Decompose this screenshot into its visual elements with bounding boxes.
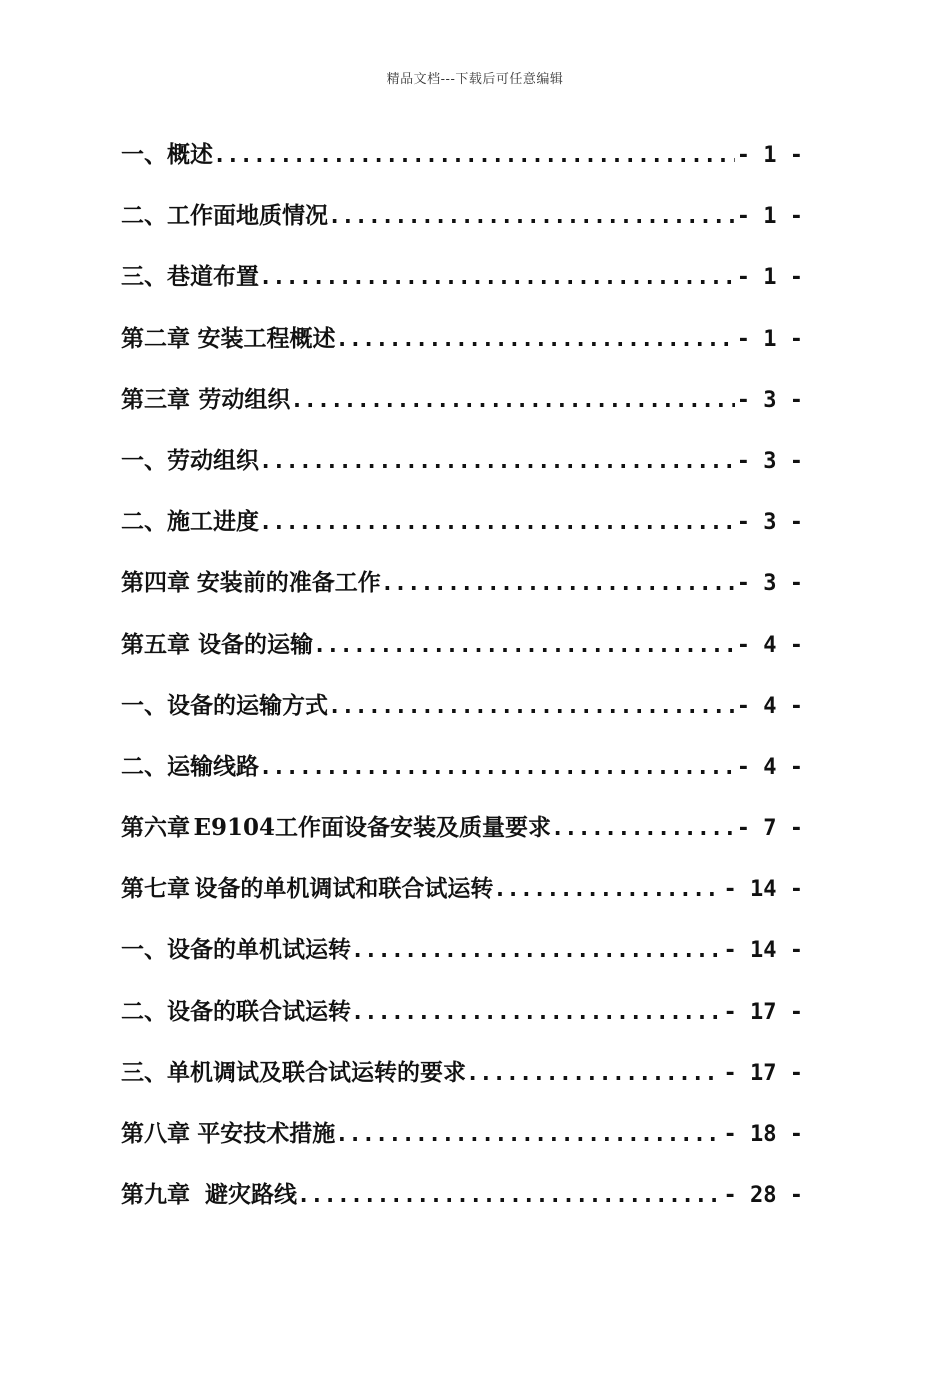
toc-leader-dots <box>351 938 722 963</box>
toc-entry-title: E9104工作面设备安装及质量要求 <box>193 814 552 842</box>
toc-entry[interactable] <box>121 503 803 564</box>
toc-entry-title: 二、工作面地质情况 <box>121 202 328 230</box>
toc-entry[interactable] <box>121 1176 803 1237</box>
toc-entry-page: - 1 - <box>736 326 803 352</box>
toc-entry[interactable] <box>121 442 803 503</box>
table-of-contents <box>121 136 803 1237</box>
toc-entry[interactable] <box>121 993 803 1054</box>
toc-entry[interactable] <box>121 381 803 442</box>
toc-entry-title: 一、概述 <box>121 141 213 168</box>
toc-leader-dots <box>328 694 735 719</box>
toc-entry[interactable] <box>121 748 803 809</box>
toc-entry-chapter: 第二章 <box>121 324 190 352</box>
toc-entry-chapter: 第六章 <box>121 814 190 842</box>
toc-entry-page: - 3 - <box>736 571 803 597</box>
toc-entry-page: - 3 - <box>736 387 803 413</box>
toc-entry-title: 安装工程概述 <box>197 324 336 352</box>
toc-entry-page: - 7 - <box>736 816 803 842</box>
toc-leader-dots <box>551 816 735 841</box>
toc-entry-page: - 1 - <box>736 143 803 168</box>
toc-leader-dots <box>493 877 721 902</box>
toc-entry[interactable] <box>121 197 803 258</box>
toc-leader-dots <box>328 204 735 229</box>
toc-leader-dots <box>336 327 735 352</box>
toc-entry-page: - 4 - <box>736 632 803 658</box>
toc-entry[interactable] <box>121 320 803 381</box>
toc-entry-page: - 3 - <box>736 510 803 536</box>
toc-entry[interactable] <box>121 136 803 197</box>
toc-leader-dots <box>466 1061 722 1086</box>
toc-entry-page: - 17 - <box>723 1060 803 1086</box>
toc-leader-dots <box>351 1000 722 1025</box>
toc-entry-title: 一、设备的运输方式 <box>121 691 328 719</box>
toc-leader-dots <box>290 388 734 413</box>
toc-leader-dots <box>213 143 735 168</box>
toc-entry[interactable] <box>121 931 803 992</box>
toc-entry-title: 一、劳动组织 <box>121 446 259 474</box>
toc-entry-page: - 3 - <box>736 448 803 474</box>
toc-entry-page: - 28 - <box>723 1183 803 1209</box>
toc-entry-title: 安装前的准备工作 <box>196 569 381 597</box>
toc-entry-chapter: 第四章 <box>121 569 190 597</box>
toc-entry-page: - 1 - <box>736 265 803 291</box>
toc-entry-chapter: 第五章 <box>121 630 190 658</box>
toc-entry[interactable] <box>121 870 803 931</box>
toc-entry-page: - 1 - <box>736 204 803 230</box>
toc-entry-page: - 18 - <box>723 1122 803 1147</box>
toc-entry[interactable] <box>121 687 803 748</box>
toc-leader-dots <box>259 755 735 780</box>
toc-entry-page: - 14 - <box>723 877 803 903</box>
toc-entry-title: 平安技术措施 <box>197 1120 336 1147</box>
toc-leader-dots <box>259 449 735 474</box>
toc-entry[interactable] <box>121 1054 803 1115</box>
toc-entry-page: - 4 - <box>736 754 803 780</box>
toc-entry-title: 避灾路线 <box>204 1181 297 1209</box>
toc-leader-dots <box>259 265 735 290</box>
toc-entry-page: - 17 - <box>723 999 803 1025</box>
toc-entry[interactable] <box>121 1115 803 1176</box>
toc-entry[interactable] <box>121 564 803 625</box>
toc-entry-chapter: 第九章 <box>121 1181 190 1209</box>
page-header: 精品文档---下载后可任意编辑 <box>386 72 564 87</box>
toc-leader-dots <box>335 1122 721 1147</box>
toc-entry-title: 二、设备的联合试运转 <box>121 997 351 1025</box>
toc-leader-dots <box>313 633 735 658</box>
toc-entry-title: 二、施工进度 <box>121 508 259 536</box>
toc-entry-title: 一、设备的单机试运转 <box>121 936 351 964</box>
toc-entry-title: 二、运输线路 <box>121 752 259 780</box>
toc-entry-title: 设备的运输 <box>197 630 313 658</box>
toc-entry-page: - 14 - <box>723 938 803 964</box>
toc-entry-chapter: 第八章 <box>121 1120 190 1147</box>
toc-entry-chapter: 第三章 <box>121 385 190 413</box>
toc-entry-title: 劳动组织 <box>198 385 291 413</box>
toc-leader-dots <box>297 1183 722 1208</box>
toc-leader-dots <box>381 571 735 596</box>
toc-entry-title: 三、巷道布置 <box>121 263 259 291</box>
toc-leader-dots <box>259 510 735 535</box>
toc-entry-title: 三、单机调试及联合试运转的要求 <box>121 1058 466 1086</box>
toc-entry[interactable] <box>121 809 803 870</box>
toc-entry[interactable] <box>121 626 803 687</box>
toc-entry-page: - 4 - <box>736 693 803 719</box>
toc-entry-chapter: 第七章 <box>121 875 190 903</box>
toc-entry[interactable] <box>121 258 803 319</box>
toc-entry-title: 设备的单机调试和联合试运转 <box>194 875 494 903</box>
